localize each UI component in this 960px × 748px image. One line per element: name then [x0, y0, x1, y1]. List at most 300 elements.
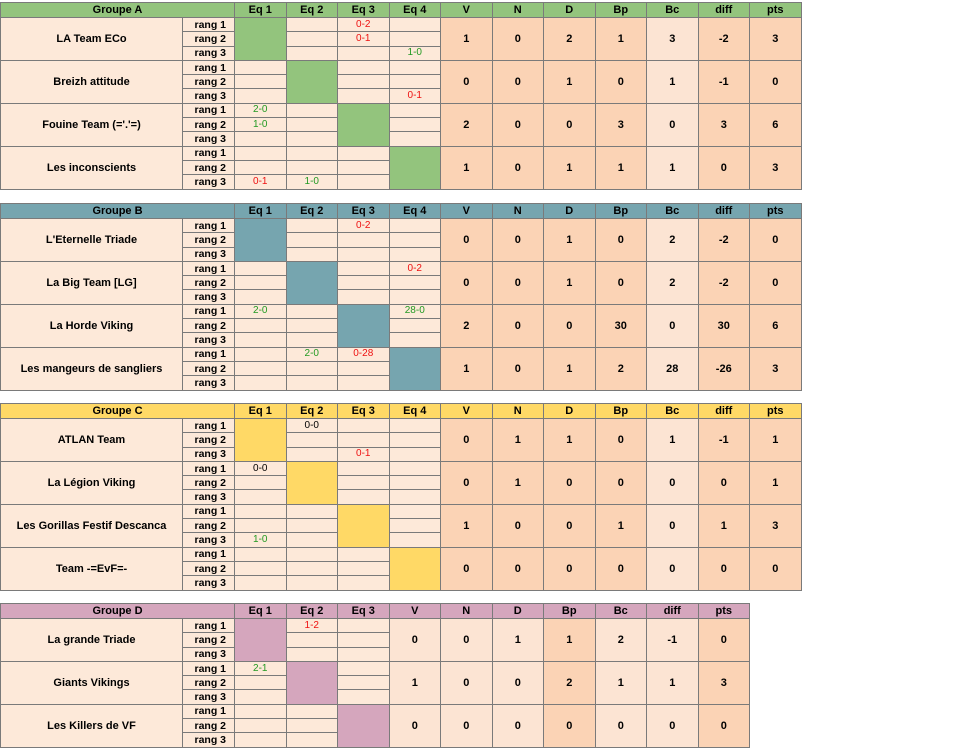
column-header-eq: Eq 2 — [286, 604, 338, 619]
match-result-cell — [235, 103, 287, 117]
stat-bc-value: 0 — [647, 304, 699, 347]
match-result-cell — [235, 490, 287, 504]
rank-label: rang 1 — [183, 504, 235, 518]
match-result-cell — [389, 519, 441, 533]
match-result-cell — [338, 376, 390, 390]
column-header-stat: diff — [698, 204, 750, 219]
match-result-cell — [338, 461, 390, 475]
stat-n-value: 0 — [492, 504, 544, 547]
rank-label: rang 3 — [183, 690, 235, 704]
match-result-cell — [235, 533, 287, 547]
stat-bp-value: 1 — [595, 146, 647, 189]
match-result-cell — [389, 233, 441, 247]
stat-bc-value: 0 — [647, 547, 699, 590]
match-score: 0-0 — [304, 419, 319, 431]
stat-v-value: 1 — [389, 661, 441, 704]
table-row — [1, 619, 750, 633]
match-score: 0-1 — [253, 175, 268, 187]
stat-v-value: 0 — [441, 219, 493, 262]
stat-bc-value: 2 — [647, 219, 699, 262]
match-result-cell — [389, 304, 441, 318]
column-header-stat: V — [441, 404, 493, 419]
column-header-stat: Bp — [595, 3, 647, 18]
stat-bc-value: 0 — [647, 103, 699, 146]
match-result-cell — [286, 347, 338, 361]
stat-n-value: 0 — [492, 347, 544, 390]
rank-label: rang 3 — [183, 733, 235, 747]
match-result-cell — [286, 447, 338, 461]
stat-pts-value: 0 — [698, 704, 750, 747]
match-score: 0-28 — [353, 348, 374, 360]
match-result-cell — [338, 690, 390, 704]
diagonal-block — [338, 704, 390, 747]
match-result-cell — [338, 576, 390, 590]
team-name: La Horde Viking — [1, 304, 183, 347]
match-result-cell — [235, 561, 287, 575]
match-result-cell — [235, 261, 287, 275]
stat-pts-value: 3 — [750, 146, 802, 189]
match-score: 0-2 — [407, 262, 422, 274]
rank-label: rang 2 — [183, 676, 235, 690]
match-result-cell — [338, 347, 390, 361]
stat-pts-value: 6 — [750, 304, 802, 347]
stat-n-value: 0 — [492, 219, 544, 262]
match-result-cell — [286, 118, 338, 132]
stat-bp-value: 30 — [595, 304, 647, 347]
rank-label: rang 1 — [183, 219, 235, 233]
rank-label: rang 1 — [183, 103, 235, 117]
stat-bp-value: 0 — [595, 261, 647, 304]
match-score: 0-1 — [356, 32, 371, 44]
match-result-cell — [338, 676, 390, 690]
match-result-cell — [286, 160, 338, 174]
column-header-stat: pts — [750, 204, 802, 219]
column-header-stat: Bc — [595, 604, 647, 619]
column-header-eq: Eq 1 — [235, 604, 287, 619]
stat-n-value: 0 — [441, 661, 493, 704]
column-header-eq: Eq 3 — [338, 604, 390, 619]
stat-v-value: 1 — [441, 18, 493, 61]
match-result-cell — [286, 175, 338, 189]
match-score: 2-0 — [253, 104, 268, 116]
match-result-cell — [235, 719, 287, 733]
match-result-cell — [235, 376, 287, 390]
stat-pts-value: 0 — [698, 619, 750, 662]
column-header-eq: Eq 3 — [338, 204, 390, 219]
match-score: 0-2 — [356, 18, 371, 30]
table-row — [1, 261, 802, 275]
match-result-cell — [235, 75, 287, 89]
match-result-cell — [235, 519, 287, 533]
match-result-cell — [389, 476, 441, 490]
stat-pts-value: 0 — [750, 547, 802, 590]
match-result-cell — [286, 719, 338, 733]
match-result-cell — [389, 89, 441, 103]
group-b-table — [0, 203, 802, 391]
diagonal-block — [235, 18, 287, 61]
team-name: L'Eternelle Triade — [1, 219, 183, 262]
stat-v-value: 0 — [389, 619, 441, 662]
table-row — [1, 704, 750, 718]
group-a-table — [0, 2, 802, 190]
rank-label: rang 1 — [183, 146, 235, 160]
column-header-stat: D — [544, 3, 596, 18]
stat-pts-value: 0 — [750, 261, 802, 304]
column-header-stat: pts — [698, 604, 750, 619]
match-result-cell — [286, 704, 338, 718]
stat-d-value: 1 — [544, 347, 596, 390]
table-row — [1, 347, 802, 361]
match-result-cell — [286, 647, 338, 661]
diagonal-block — [235, 219, 287, 262]
diagonal-block — [389, 547, 441, 590]
rank-label: rang 1 — [183, 60, 235, 74]
stat-pts-value: 0 — [750, 60, 802, 103]
diagonal-block — [235, 619, 287, 662]
match-result-cell — [286, 533, 338, 547]
rank-label: rang 1 — [183, 304, 235, 318]
stat-bp-value: 2 — [595, 347, 647, 390]
table-row — [1, 304, 802, 318]
match-result-cell — [286, 361, 338, 375]
stat-diff-value: 30 — [698, 304, 750, 347]
column-header-eq: Eq 2 — [286, 404, 338, 419]
match-result-cell — [389, 247, 441, 261]
stat-d-value: 1 — [544, 419, 596, 462]
stat-d-value: 1 — [544, 146, 596, 189]
rank-label: rang 2 — [183, 319, 235, 333]
match-result-cell — [286, 32, 338, 46]
rank-label: rang 3 — [183, 490, 235, 504]
stat-bc-value: 3 — [647, 18, 699, 61]
match-result-cell — [389, 261, 441, 275]
rank-label: rang 2 — [183, 276, 235, 290]
match-result-cell — [286, 576, 338, 590]
match-result-cell — [389, 290, 441, 304]
stat-bp-value: 0 — [595, 547, 647, 590]
stat-bc-value: 2 — [647, 261, 699, 304]
diagonal-block — [286, 661, 338, 704]
stat-d-value: 0 — [544, 103, 596, 146]
stat-bc-value: 2 — [595, 619, 647, 662]
team-name: LA Team ECo — [1, 18, 183, 61]
rank-label: rang 3 — [183, 247, 235, 261]
diagonal-block — [338, 504, 390, 547]
stat-diff-value: -1 — [698, 60, 750, 103]
team-name: Les mangeurs de sangliers — [1, 347, 183, 390]
table-row — [1, 219, 802, 233]
rank-label: rang 1 — [183, 661, 235, 675]
match-result-cell — [286, 561, 338, 575]
match-result-cell — [389, 433, 441, 447]
table-row — [1, 146, 802, 160]
match-result-cell — [286, 504, 338, 518]
match-score: 1-0 — [304, 175, 319, 187]
match-result-cell — [389, 46, 441, 60]
stat-bc-value: 0 — [647, 504, 699, 547]
column-header-eq: Eq 3 — [338, 404, 390, 419]
rank-label: rang 2 — [183, 719, 235, 733]
stat-pts-value: 3 — [750, 18, 802, 61]
match-result-cell — [235, 461, 287, 475]
match-result-cell — [286, 547, 338, 561]
diagonal-block — [235, 419, 287, 462]
column-header-eq: Eq 2 — [286, 3, 338, 18]
match-score: 2-0 — [253, 305, 268, 317]
stat-diff-value: 1 — [698, 504, 750, 547]
stat-diff-value: -2 — [698, 219, 750, 262]
stat-diff-value: -2 — [698, 18, 750, 61]
rank-label: rang 3 — [183, 290, 235, 304]
match-result-cell — [389, 75, 441, 89]
column-header-eq: Eq 4 — [389, 204, 441, 219]
team-name: ATLAN Team — [1, 419, 183, 462]
match-result-cell — [235, 276, 287, 290]
team-name: Les Killers de VF — [1, 704, 183, 747]
match-score: 0-0 — [253, 462, 268, 474]
match-result-cell — [286, 219, 338, 233]
rank-label: rang 2 — [183, 361, 235, 375]
match-result-cell — [286, 233, 338, 247]
match-result-cell — [286, 319, 338, 333]
stat-n-value: 0 — [492, 261, 544, 304]
stat-bp-value: 1 — [595, 18, 647, 61]
match-result-cell — [235, 704, 287, 718]
stat-v-value: 2 — [441, 103, 493, 146]
rank-label: rang 1 — [183, 18, 235, 32]
stat-pts-value: 3 — [750, 504, 802, 547]
match-result-cell — [235, 132, 287, 146]
stat-d-value: 0 — [492, 661, 544, 704]
stat-bc-value: 1 — [595, 661, 647, 704]
stat-d-value: 1 — [492, 619, 544, 662]
column-header-stat: Bc — [647, 404, 699, 419]
match-result-cell — [338, 146, 390, 160]
column-header-stat: diff — [647, 604, 699, 619]
column-header-eq: Eq 4 — [389, 3, 441, 18]
stat-bc-value: 1 — [647, 60, 699, 103]
match-result-cell — [389, 18, 441, 32]
column-header-stat: Bp — [595, 404, 647, 419]
match-result-cell — [235, 118, 287, 132]
rank-label: rang 3 — [183, 533, 235, 547]
stat-v-value: 0 — [441, 461, 493, 504]
stat-n-value: 0 — [441, 619, 493, 662]
column-header-stat: V — [441, 3, 493, 18]
column-header-stat: D — [544, 204, 596, 219]
stat-pts-value: 0 — [750, 219, 802, 262]
rank-label: rang 2 — [183, 32, 235, 46]
diagonal-block — [389, 347, 441, 390]
match-result-cell — [389, 419, 441, 433]
match-result-cell — [286, 519, 338, 533]
table-row — [1, 461, 802, 475]
match-result-cell — [389, 490, 441, 504]
stat-bc-value: 28 — [647, 347, 699, 390]
stat-n-value: 1 — [492, 419, 544, 462]
column-header-stat: pts — [750, 404, 802, 419]
stat-v-value: 1 — [441, 347, 493, 390]
stat-diff-value: -1 — [698, 419, 750, 462]
stat-n-value: 0 — [492, 103, 544, 146]
match-result-cell — [235, 319, 287, 333]
column-header-eq: Eq 1 — [235, 3, 287, 18]
stat-n-value: 0 — [492, 304, 544, 347]
stat-bp-value: 1 — [595, 504, 647, 547]
stat-v-value: 0 — [389, 704, 441, 747]
match-score: 2-0 — [304, 348, 319, 360]
stat-d-value: 1 — [544, 60, 596, 103]
match-result-cell — [286, 46, 338, 60]
match-result-cell — [286, 633, 338, 647]
rank-label: rang 1 — [183, 461, 235, 475]
stat-bp-value: 3 — [595, 103, 647, 146]
rank-label: rang 3 — [183, 576, 235, 590]
rank-label: rang 2 — [183, 433, 235, 447]
team-name: Breizh attitude — [1, 60, 183, 103]
stat-n-value: 0 — [441, 704, 493, 747]
table-row — [1, 661, 750, 675]
team-name: Les inconscients — [1, 146, 183, 189]
match-result-cell — [338, 175, 390, 189]
match-score: 1-0 — [253, 118, 268, 130]
rank-label: rang 1 — [183, 619, 235, 633]
diagonal-block — [338, 304, 390, 347]
column-header-stat: pts — [750, 3, 802, 18]
match-result-cell — [338, 160, 390, 174]
stat-diff-value: -26 — [698, 347, 750, 390]
stat-v-value: 0 — [441, 419, 493, 462]
rank-label: rang 2 — [183, 519, 235, 533]
column-header-eq: Eq 1 — [235, 404, 287, 419]
stat-v-value: 2 — [441, 304, 493, 347]
match-result-cell — [389, 504, 441, 518]
rank-label: rang 2 — [183, 118, 235, 132]
stat-bc-value: 0 — [647, 461, 699, 504]
column-header-stat: N — [492, 204, 544, 219]
match-result-cell — [338, 276, 390, 290]
match-result-cell — [286, 103, 338, 117]
match-result-cell — [235, 576, 287, 590]
stat-d-value: 0 — [544, 547, 596, 590]
stat-diff-value: 3 — [698, 103, 750, 146]
stat-bp-value: 2 — [544, 661, 596, 704]
column-header-stat: D — [544, 404, 596, 419]
column-header-stat: Bp — [595, 204, 647, 219]
match-result-cell — [389, 461, 441, 475]
stat-v-value: 1 — [441, 504, 493, 547]
stat-d-value: 0 — [544, 461, 596, 504]
match-result-cell — [235, 547, 287, 561]
column-header-stat: N — [492, 404, 544, 419]
match-result-cell — [338, 89, 390, 103]
stat-d-value: 1 — [544, 219, 596, 262]
table-row — [1, 18, 802, 32]
stat-d-value: 0 — [492, 704, 544, 747]
table-row — [1, 547, 802, 561]
match-result-cell — [286, 733, 338, 747]
match-result-cell — [338, 619, 390, 633]
stat-pts-value: 3 — [698, 661, 750, 704]
stat-bp-value: 0 — [595, 461, 647, 504]
match-result-cell — [235, 476, 287, 490]
team-name: Les Gorillas Festif Descanca — [1, 504, 183, 547]
rank-label: rang 1 — [183, 261, 235, 275]
group-title: Groupe A — [1, 3, 235, 18]
match-result-cell — [338, 247, 390, 261]
match-result-cell — [286, 419, 338, 433]
column-header-stat: Bc — [647, 204, 699, 219]
match-result-cell — [389, 333, 441, 347]
table-row — [1, 60, 802, 74]
stat-pts-value: 3 — [750, 347, 802, 390]
stat-pts-value: 1 — [750, 419, 802, 462]
match-result-cell — [235, 504, 287, 518]
match-result-cell — [338, 46, 390, 60]
stat-bc-value: 0 — [595, 704, 647, 747]
rank-label: rang 3 — [183, 647, 235, 661]
rank-label: rang 1 — [183, 347, 235, 361]
rank-label: rang 3 — [183, 376, 235, 390]
match-result-cell — [338, 60, 390, 74]
diagonal-block — [286, 60, 338, 103]
match-result-cell — [338, 661, 390, 675]
match-result-cell — [286, 433, 338, 447]
column-header-stat: N — [441, 604, 493, 619]
rank-label: rang 2 — [183, 75, 235, 89]
match-result-cell — [338, 490, 390, 504]
column-header-eq: Eq 3 — [338, 3, 390, 18]
rank-label: rang 3 — [183, 46, 235, 60]
diagonal-block — [338, 103, 390, 146]
stat-diff-value: 1 — [647, 661, 699, 704]
match-result-cell — [338, 433, 390, 447]
diagonal-block — [389, 146, 441, 189]
column-header-eq: Eq 2 — [286, 204, 338, 219]
match-result-cell — [389, 60, 441, 74]
stat-pts-value: 6 — [750, 103, 802, 146]
match-score: 28-0 — [404, 305, 425, 317]
match-result-cell — [338, 361, 390, 375]
stat-n-value: 0 — [492, 60, 544, 103]
stat-d-value: 2 — [544, 18, 596, 61]
stat-bp-value: 0 — [544, 704, 596, 747]
match-result-cell — [338, 419, 390, 433]
match-score: 1-0 — [407, 47, 422, 59]
stat-pts-value: 1 — [750, 461, 802, 504]
match-result-cell — [338, 75, 390, 89]
match-result-cell — [389, 219, 441, 233]
match-result-cell — [286, 146, 338, 160]
column-header-stat: V — [441, 204, 493, 219]
match-result-cell — [338, 647, 390, 661]
match-result-cell — [389, 32, 441, 46]
rank-label: rang 3 — [183, 89, 235, 103]
team-name: La Légion Viking — [1, 461, 183, 504]
rank-label: rang 2 — [183, 233, 235, 247]
team-name: Giants Vikings — [1, 661, 183, 704]
column-header-stat: N — [492, 3, 544, 18]
rank-label: rang 3 — [183, 333, 235, 347]
match-result-cell — [389, 132, 441, 146]
stat-diff-value: 0 — [698, 146, 750, 189]
stat-bc-value: 1 — [647, 146, 699, 189]
stat-v-value: 0 — [441, 60, 493, 103]
stat-bp-value: 0 — [595, 419, 647, 462]
stat-bp-value: 0 — [595, 60, 647, 103]
match-result-cell — [338, 261, 390, 275]
match-result-cell — [235, 661, 287, 675]
